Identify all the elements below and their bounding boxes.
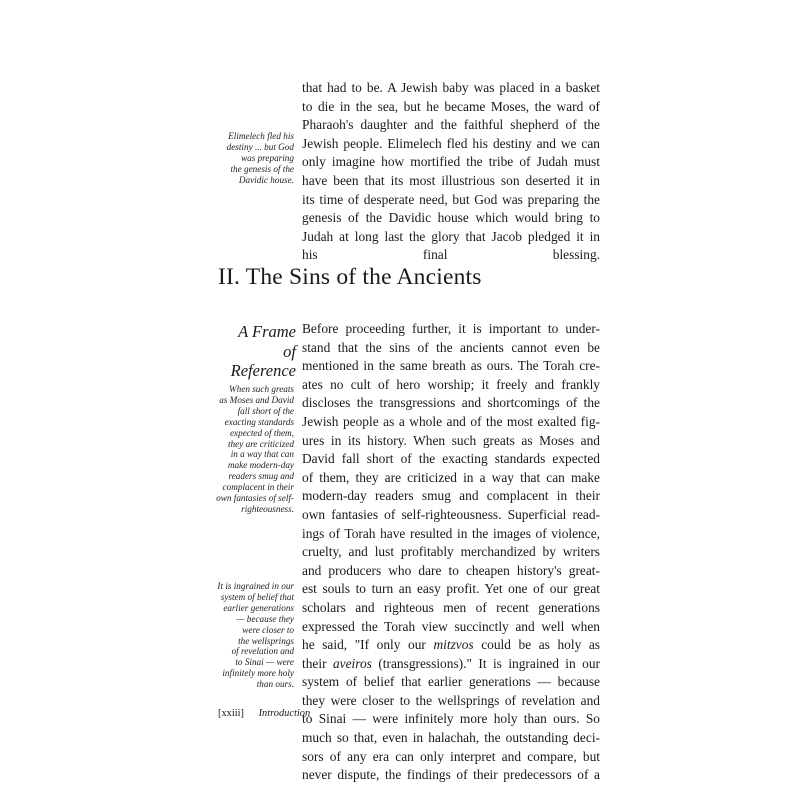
text-line: scholars and righteous men of recent generations bbox=[302, 599, 600, 615]
subhead-line: Reference bbox=[230, 361, 296, 380]
text-line: genesis of the Davidic house which would bring to bbox=[302, 210, 600, 226]
note-line: When such greats bbox=[229, 384, 294, 394]
note-line: righteousness. bbox=[241, 503, 294, 514]
page-number: [xxiii] bbox=[218, 708, 244, 719]
text-line: his final blessing. bbox=[302, 247, 600, 263]
note-line: It is ingrained in our bbox=[217, 581, 294, 591]
margin-note-elimelech bbox=[146, 131, 294, 186]
note-line: complacent in their bbox=[222, 482, 294, 493]
text-line: cruelty, and lust profitably merchandized by writers bbox=[302, 544, 600, 560]
text-line: Jewish people. Elimelech fled his destiny and we can bbox=[302, 135, 600, 151]
note-line: Davidic house. bbox=[238, 174, 294, 185]
note-line: system of belief that bbox=[220, 591, 294, 602]
text-line: and producers who dare to cheapen history's great- bbox=[302, 562, 600, 578]
note-line: infinitely more holy bbox=[222, 668, 294, 679]
text-line: of them, they are criticized in a way that can make bbox=[302, 469, 600, 485]
text-line: system of belief that earlier generations — because bbox=[302, 674, 600, 690]
subhead-line: of bbox=[283, 341, 296, 361]
note-line: readers smug and bbox=[228, 471, 294, 482]
text-line: only imagine how mortified the tribe of Judah must bbox=[302, 154, 600, 170]
note-line: were closer to bbox=[242, 624, 294, 635]
text-line: est souls to turn an easy profit. Yet one of our great bbox=[302, 581, 600, 597]
text-line: never dispute, the findings of their predecessors of a bbox=[302, 767, 600, 783]
text-line: David fall short of the exacting standards expected bbox=[302, 451, 600, 467]
section-heading: II. The Sins of the Ancients bbox=[218, 264, 482, 290]
note-line: fall short of the bbox=[237, 405, 294, 416]
text-line: that had to be. A Jewish baby was placed in a basket bbox=[302, 80, 600, 95]
text-line: sors of any era can only interpret and compare, but bbox=[302, 748, 600, 764]
text-line: have been that its most illustrious son deserted it in bbox=[302, 172, 600, 188]
text-line: ures in its history. When such greats as Moses and bbox=[302, 432, 600, 448]
text-line: ates no cult of hero worship; it freely and frankly bbox=[302, 376, 600, 392]
text-line: Pharaoh's daughter and the faithful shepherd of the bbox=[302, 117, 600, 133]
subhead-line: A Frame bbox=[238, 322, 296, 341]
text-line: much so that, even in halachah, the outstanding deci- bbox=[302, 730, 600, 746]
running-head: Introduction bbox=[258, 708, 311, 719]
top-passage bbox=[302, 79, 600, 265]
text-line: to Sinai — were infinitely more holy than ours. So bbox=[302, 711, 600, 727]
text-line: their aveiros (transgressions)." It is ingrained in our bbox=[302, 655, 601, 671]
note-line: as Moses and David bbox=[219, 394, 294, 405]
subhead-frame-of-reference bbox=[170, 322, 296, 381]
note-line: exacting standards bbox=[224, 416, 294, 427]
text-line: they were closer to the wellsprings of revelation and bbox=[302, 692, 600, 708]
text-line: he said, "If only our mitzvos could be as holy as bbox=[302, 637, 600, 653]
text-line: own fantasies of self-righteousness. Superficial read- bbox=[302, 506, 600, 522]
text-line: Jewish people as a whole and of the most exalted fig- bbox=[302, 413, 600, 429]
page-footer bbox=[218, 708, 310, 719]
text-line: mentioned in the same breath as ours. The Torah cre- bbox=[302, 358, 600, 374]
text-line: modern-day readers smug and complacent in their bbox=[302, 488, 600, 504]
note-line: of revelation and bbox=[231, 646, 294, 657]
text-line: its time of desperate need, but God was preparing the bbox=[302, 191, 600, 207]
note-line: the wellsprings bbox=[238, 635, 294, 646]
note-line: earlier generations bbox=[223, 602, 294, 613]
note-line: in a way that can bbox=[230, 449, 294, 460]
note-line: than ours. bbox=[256, 679, 294, 690]
margin-note-belief bbox=[146, 581, 294, 690]
main-passage bbox=[302, 320, 600, 785]
text-line: ings of Torah have resulted in the images of violence, bbox=[302, 525, 600, 541]
note-line: they are criticized bbox=[228, 438, 294, 449]
note-line: expected of them, bbox=[229, 427, 294, 438]
text-line: expressed the Torah view succinctly and well when bbox=[302, 618, 600, 634]
text-line: Judah at long last the glory that Jacob pledged it in bbox=[302, 228, 600, 244]
note-line: own fantasies of self- bbox=[216, 493, 294, 504]
note-line: Elimelech fled his bbox=[228, 131, 294, 141]
note-line: destiny ... but God bbox=[226, 141, 294, 152]
text-line: discloses the transgressions and shortcomings of the bbox=[302, 395, 600, 411]
note-line: make modern-day bbox=[227, 460, 294, 471]
note-line: was preparing bbox=[240, 152, 294, 163]
text-line: to die in the sea, but he became Moses, the ward of bbox=[302, 98, 600, 114]
text-line: Before proceeding further, it is important to under- bbox=[302, 321, 600, 336]
text-line: stand that the sins of the ancients cannot even be bbox=[302, 339, 600, 355]
margin-note-greats bbox=[146, 384, 294, 515]
note-line: the genesis of the bbox=[230, 163, 294, 174]
note-line: — because they bbox=[236, 613, 294, 624]
note-line: to Sinai — were bbox=[235, 657, 294, 668]
